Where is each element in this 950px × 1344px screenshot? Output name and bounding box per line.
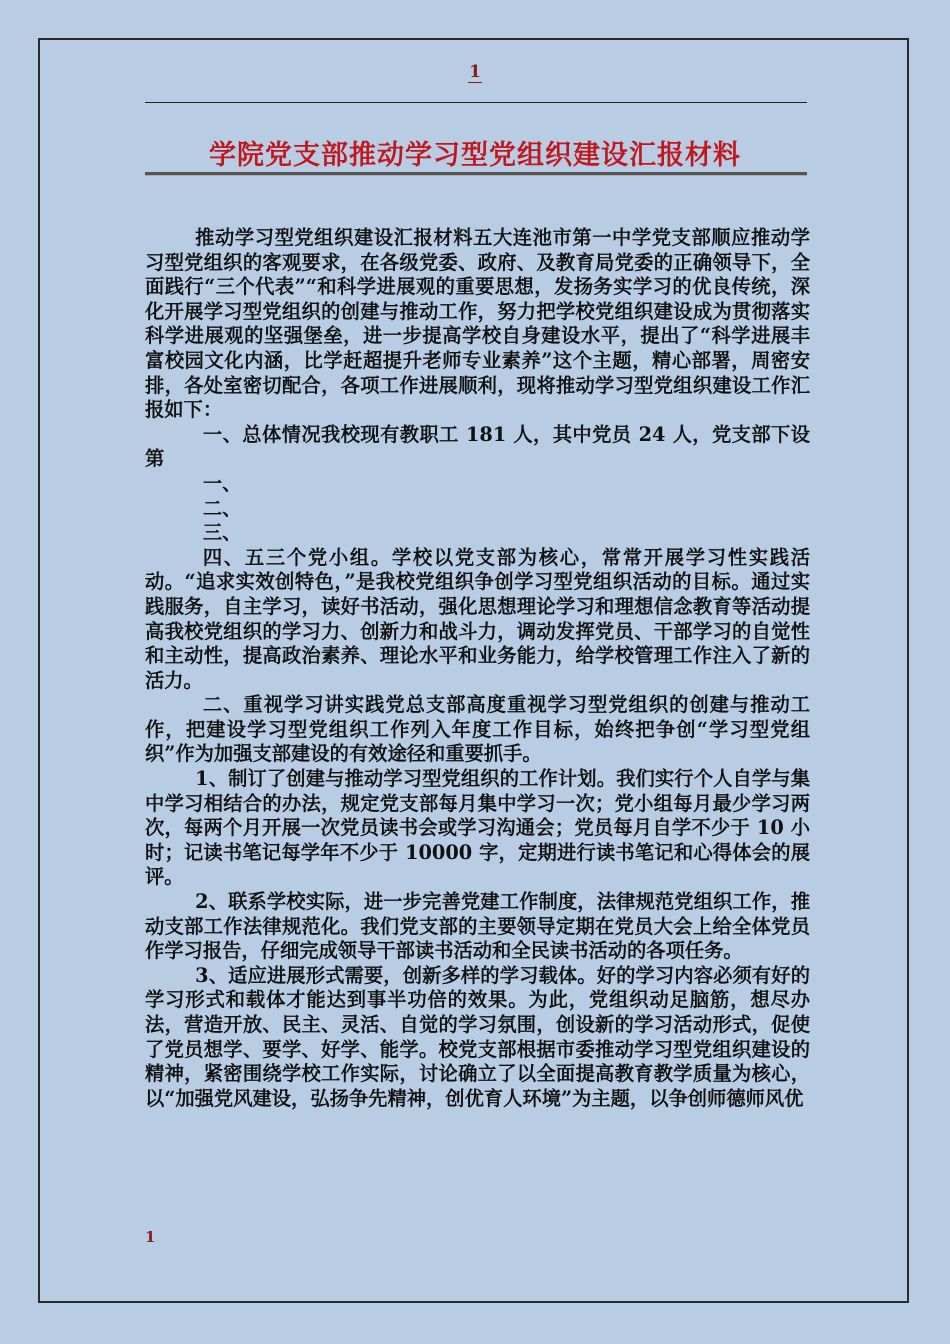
paragraph-item-3: 3、适应进展形式需要，创新多样的学习载体。好的学习内容必须有好的学习形式和载体才能达到事半功倍的效果。为此，党组织动足脑筋，想尽办法，营造开放、民主、灵活、自觉的学习氛围，创设新的学习活动形式，促使了党员想学、要学、好学、能学。校党支部根据市委推动学习型党组织建设的精神，紧密围绕学校工作实际，讨论确立了以全面提高教育教学质量为核心，以“加强党风建设，弘扬争先精神，创优育人环境”为主题，以争创师德师风优	[145, 963, 810, 1110]
header-page-number: 1	[469, 62, 481, 82]
paragraph-section-2: 二、重视学习讲实践党总支部高度重视学习型党组织的创建与推动工作，把建设学习型党组织工作列入年度工作目标，始终把争创“学习型党组织”作为加强支部建设的有效途径和重要抓手。	[145, 693, 810, 766]
footer-page-number: 1	[145, 1228, 156, 1246]
paragraph-section-4: 四、五三个党小组。学校以党支部为核心，常常开展学习性实践活动。“追求实效创特色，”是我校党组织争创学习型党组织活动的目标。通过实践服务，自主学习，读好书活动，强化思想理论学习和理想信念教育等活动提高我校党组织的学习力、创新力和战斗力，调动发挥党员、干部学习的自觉性和主动性，提高政治素养、理论水平和业务能力，给学校管理工作注入了新的活力。	[145, 545, 810, 692]
title-divider	[145, 172, 807, 176]
paragraph-item-1: 1、制订了创建与推动学习型党组织的工作计划。我们实行个人自学与集中学习相结合的办法，规定党支部每月集中学习一次；党小组每月最少学习两次，每两个月开展一次党员读书会或学习沟通会；党员每月自学不少于 10 小时；记读书笔记每学年不少于 10000 字，定期进行读书笔记和心得体会的展评。	[145, 767, 810, 889]
list-item-3: 三、	[202, 521, 242, 545]
list-item-2: 二、	[202, 496, 242, 520]
paragraph-intro: 推动学习型党组织建设汇报材料五大连池市第一中学党支部顺应推动学习型党组织的客观要求，在各级党委、政府、及教育局党委的正确领导下，全面践行“三个代表”“和科学进展观的重要思想，发扬务实学习的优良传统，深化开展学习型党组织的创建与推动工作，努力把学校党组织建设成为贯彻落实科学进展观的坚强堡垒，进一步提高学校自身建设水平，提出了“科学进展丰富校园文化内涵，比学赶超提升老师专业素养”这个主题，精心部署，周密安排，各处室密切配合，各项工作进展顺利，现将推动学习型党组织建设工作汇报如下：	[145, 226, 810, 422]
header-divider	[145, 102, 807, 103]
document-title: 学院党支部推动学习型党组织建设汇报材料	[209, 140, 741, 171]
paragraph-section-1: 一、总体情况我校现有教职工 181 人，其中党员 24 人，党支部下设第	[145, 422, 810, 471]
paragraph-item-2: 2、联系学校实际，进一步完善党建工作制度，法律规范党组织工作，推动支部工作法律规范化。我们党支部的主要领导定期在党员大会上给全体党员作学习报告，仔细完成领导干部读书活动和全民读书活动的各项任务。	[145, 890, 810, 963]
document-body	[145, 226, 810, 1111]
list-item-1: 一、	[202, 471, 242, 495]
